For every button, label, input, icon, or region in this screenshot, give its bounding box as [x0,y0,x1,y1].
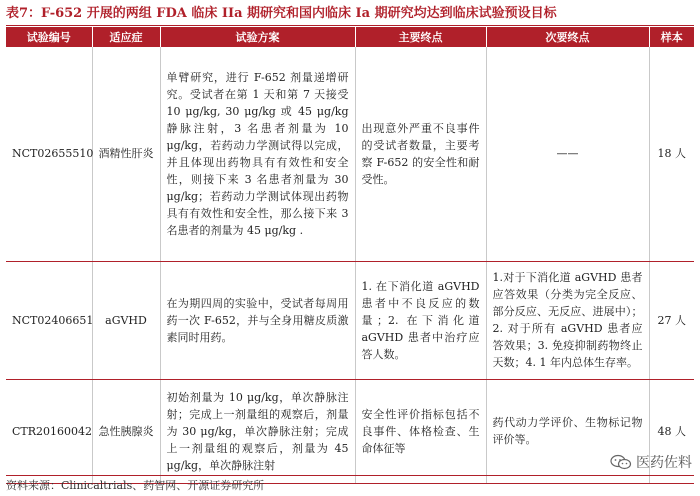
table-row [6,47,694,261]
indication-cell: aGVHD [92,261,160,379]
column-header: 试验编号 [6,27,92,47]
secondary-endpoint-cell: 药代动力学评价、生物标记物评价等。 [486,379,649,483]
source-note: 资料来源：Clinicaltrials、药智网、开源证券研究所 [6,479,265,492]
column-header: 主要终点 [355,27,486,47]
table-header-row [6,27,694,47]
trial-id-cell: NCT02655510 [6,47,92,261]
clinical-trials-table [6,27,694,484]
protocol-cell: 单臂研究，进行 F-652 剂量递增研究。受试者在第 1 天和第 7 天接受 10 μg/kg, 30 μg/kg 或 45 μg/kg 静脉注射，3 名患者剂量为 10 μg/kg，若药动力学测试得以完成，并且体现出药物具有有效性和安全性，则接下来 3 名患者剂量为 30 μg/kg；若药动力学测试体现出药物具有有效性和安全性，那么接下来 3 名患者的剂量为 45 μg/kg . [160,47,355,261]
primary-endpoint-cell: 安全性评价指标包括不良事件、体格检查、生命体征等 [355,379,486,483]
primary-endpoint-cell: 出现意外严重不良事件的受试者数量，主要考察 F-652 的安全性和耐受性。 [355,47,486,261]
column-header: 试验方案 [160,27,355,47]
table-row [6,379,694,483]
wechat-icon [610,454,632,470]
sample-cell: 48 人 [649,379,694,483]
trial-id-cell: NCT02406651 [6,261,92,379]
table-title: 表7：F-652 开展的两组 FDA 临床 IIa 期研究和国内临床 Ia 期研究均达到临床试验预设目标 [6,6,557,21]
watermark-text: 医药佐料 [636,455,692,471]
watermark [610,452,692,472]
protocol-cell: 在为期四周的实验中，受试者每周用药一次 F-652，并与全身用糖皮质激素同时用药。 [160,261,355,379]
trial-id-cell: CTR20160042 [6,379,92,483]
secondary-endpoint-cell: —— [486,47,649,261]
indication-cell: 酒精性肝炎 [92,47,160,261]
column-header: 适应症 [92,27,160,47]
primary-endpoint-cell: 1. 在下消化道 aGVHD 患者中不良反应的数量；2. 在下消化道 aGVHD 患者中治疗应答人数。 [355,261,486,379]
column-header: 样本 [649,27,694,47]
sample-cell: 18 人 [649,47,694,261]
indication-cell: 急性胰腺炎 [92,379,160,483]
column-header: 次要终点 [486,27,649,47]
sample-cell: 27 人 [649,261,694,379]
footer-divider [6,475,694,476]
secondary-endpoint-cell: 1.对于下消化道 aGVHD 患者应答效果（分类为完全反应、部分反应、无反应、进展中）；2. 对于所有 aGVHD 患者应答效果；3. 免疫抑制药物终止天数；4. 1 年内总体生存率。 [486,261,649,379]
table-row [6,261,694,379]
protocol-cell: 初始剂量为 10 μg/kg，单次静脉注射；完成上一剂量组的观察后，剂量为 30 μg/kg，单次静脉注射；完成上一剂量组的观察后，剂量为 45 μg/kg，单次静脉注射 [160,379,355,483]
title-divider [6,25,694,26]
